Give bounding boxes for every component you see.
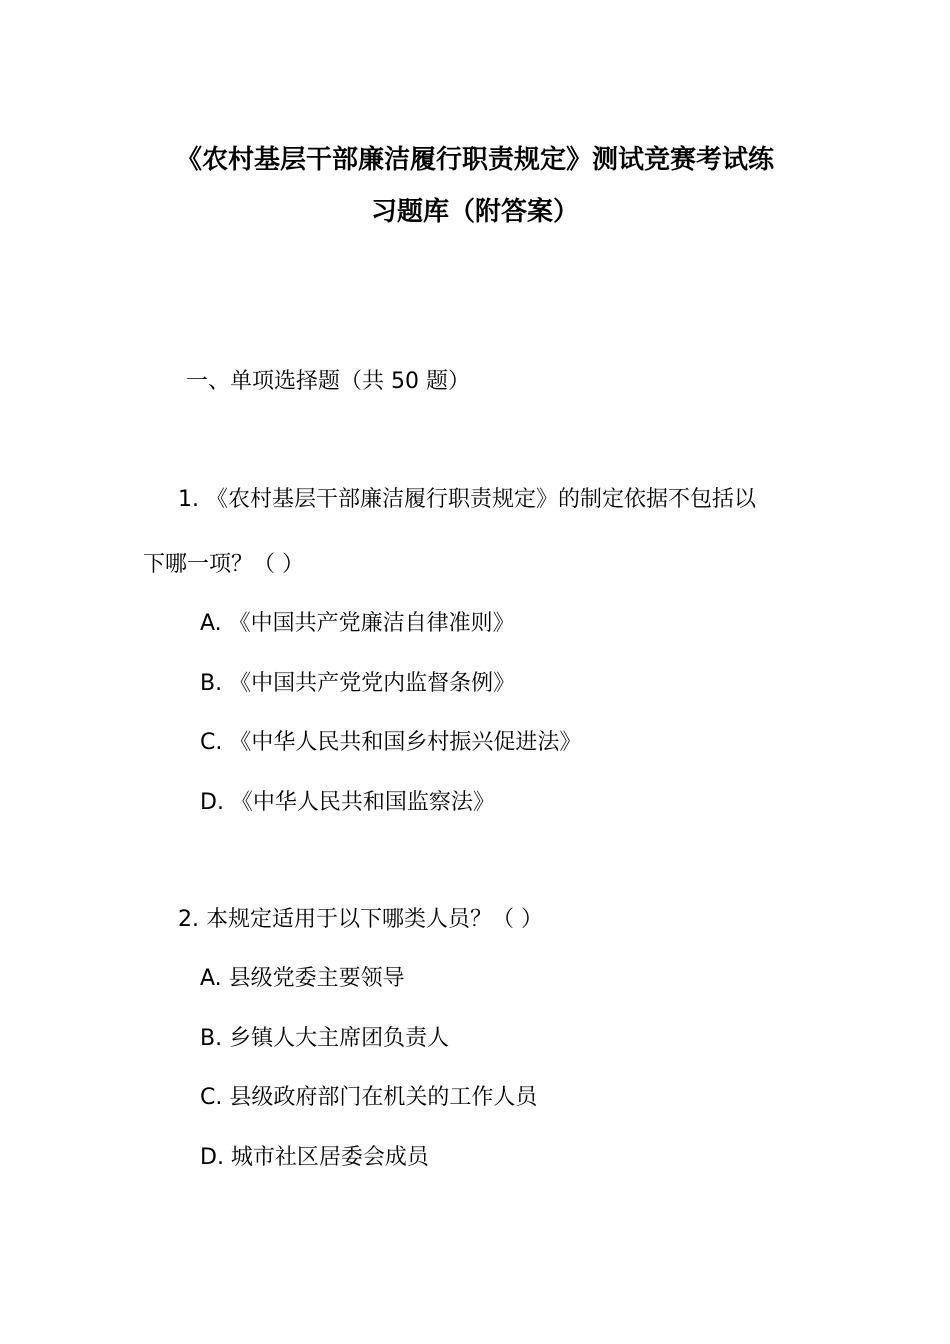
question-2-option-b: B. 乡镇人大主席团负责人 — [200, 1026, 450, 1051]
question-2-option-d: D. 城市社区居委会成员 — [200, 1145, 429, 1170]
document-title-line-1: 《农村基层干部廉洁履行职责规定》测试竞赛考试练 — [175, 145, 774, 175]
question-1-option-c: C. 《中华人民共和国乡村振兴促进法》 — [200, 730, 582, 755]
question-2-stem-line-1: 2. 本规定适用于以下哪类人员？（ ） — [178, 907, 543, 932]
question-2-option-c: C. 县级政府部门在机关的工作人员 — [200, 1085, 538, 1110]
section-heading: 一、单项选择题（共 50 题） — [186, 369, 470, 394]
question-2-option-a: A. 县级党委主要领导 — [200, 966, 405, 991]
question-1-stem-line-1: 1. 《农村基层干部廉洁履行职责规定》的制定依据不包括以 — [178, 487, 756, 512]
question-1-stem-line-2: 下哪一项？（ ） — [143, 552, 304, 577]
question-1-option-d: D. 《中华人民共和国监察法》 — [200, 790, 495, 815]
question-1-option-b: B. 《中国共产党党内监督条例》 — [200, 671, 516, 696]
question-1-option-a: A. 《中国共产党廉洁自律准则》 — [200, 611, 515, 636]
document-title-line-2: 习题库（附答案） — [370, 197, 579, 227]
